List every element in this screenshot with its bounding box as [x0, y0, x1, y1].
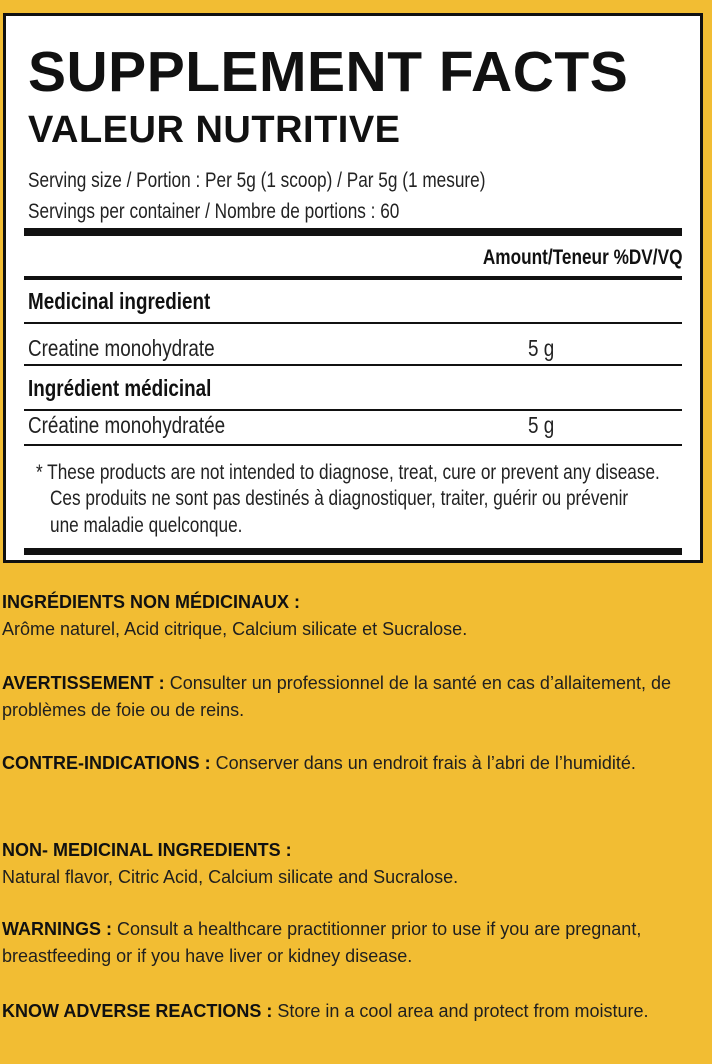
- supplement-facts-panel: [3, 13, 703, 563]
- info-label: KNOW ADVERSE REACTIONS :: [2, 1001, 273, 1021]
- info-label: NON- MEDICINAL INGREDIENTS :: [2, 840, 292, 860]
- disclaimer-line: Ces produits ne sont pas destinés à diagnostiquer, traiter, guérir ou prévenir: [50, 487, 629, 510]
- bottom-divider: [24, 548, 682, 555]
- disclaimer-line: * These products are not intended to diagnose, treat, cure or prevent any disease.: [36, 461, 660, 484]
- thick-divider: [24, 228, 682, 236]
- row-divider: [24, 364, 682, 366]
- info-text: Consulter un professionnel de la santé en cas d’allaitement, de problèmes de foie ou de reins.: [2, 673, 672, 720]
- warnings-en: [2, 916, 702, 970]
- ingredient-amount: 5 g: [528, 412, 555, 438]
- ingredient-amount: 5 g: [528, 335, 555, 361]
- ingredient-name: Créatine monohydratée: [28, 412, 226, 438]
- info-text: Arôme naturel, Acid citrique, Calcium silicate et Sucralose.: [2, 619, 468, 639]
- non-medicinal-ingredients-en: [2, 837, 702, 891]
- non-medicinal-ingredients-fr: [2, 589, 702, 643]
- ingredient-name: Creatine monohydrate: [28, 335, 215, 361]
- section-heading: Medicinal ingredient: [28, 288, 211, 314]
- servings-per-container: Servings per container / Nombre de portions : 60: [28, 200, 400, 223]
- facts-subtitle: VALEUR NUTRITIVE: [28, 109, 401, 151]
- header-divider: [24, 276, 682, 280]
- row-divider: [24, 322, 682, 324]
- column-header: Amount/Teneur %DV/VQ: [482, 246, 682, 269]
- disclaimer-line: une maladie quelconque.: [50, 514, 243, 537]
- info-text: Consult a healthcare practitionner prior to use if you are pregnant, breastfeeding or if you have liver or kidney disease.: [2, 919, 642, 966]
- facts-title: SUPPLEMENT FACTS: [28, 40, 629, 104]
- info-label: AVERTISSEMENT :: [2, 673, 165, 693]
- section-heading: Ingrédient médicinal: [28, 375, 212, 401]
- info-label: CONTRE-INDICATIONS :: [2, 753, 211, 773]
- info-text: Conserver dans un endroit frais à l’abri de l’humidité.: [215, 753, 636, 773]
- row-divider: [24, 444, 682, 446]
- contraindications-fr: [2, 750, 702, 777]
- info-label: INGRÉDIENTS NON MÉDICINAUX :: [2, 592, 301, 612]
- info-text: Natural flavor, Citric Acid, Calcium silicate and Sucralose.: [2, 867, 459, 887]
- info-label: WARNINGS :: [2, 919, 112, 939]
- adverse-reactions-en: [2, 998, 702, 1025]
- info-text: Store in a cool area and protect from moisture.: [277, 1001, 649, 1021]
- warning-fr: [2, 670, 702, 724]
- serving-size: Serving size / Portion : Per 5g (1 scoop) / Par 5g (1 mesure): [28, 169, 486, 192]
